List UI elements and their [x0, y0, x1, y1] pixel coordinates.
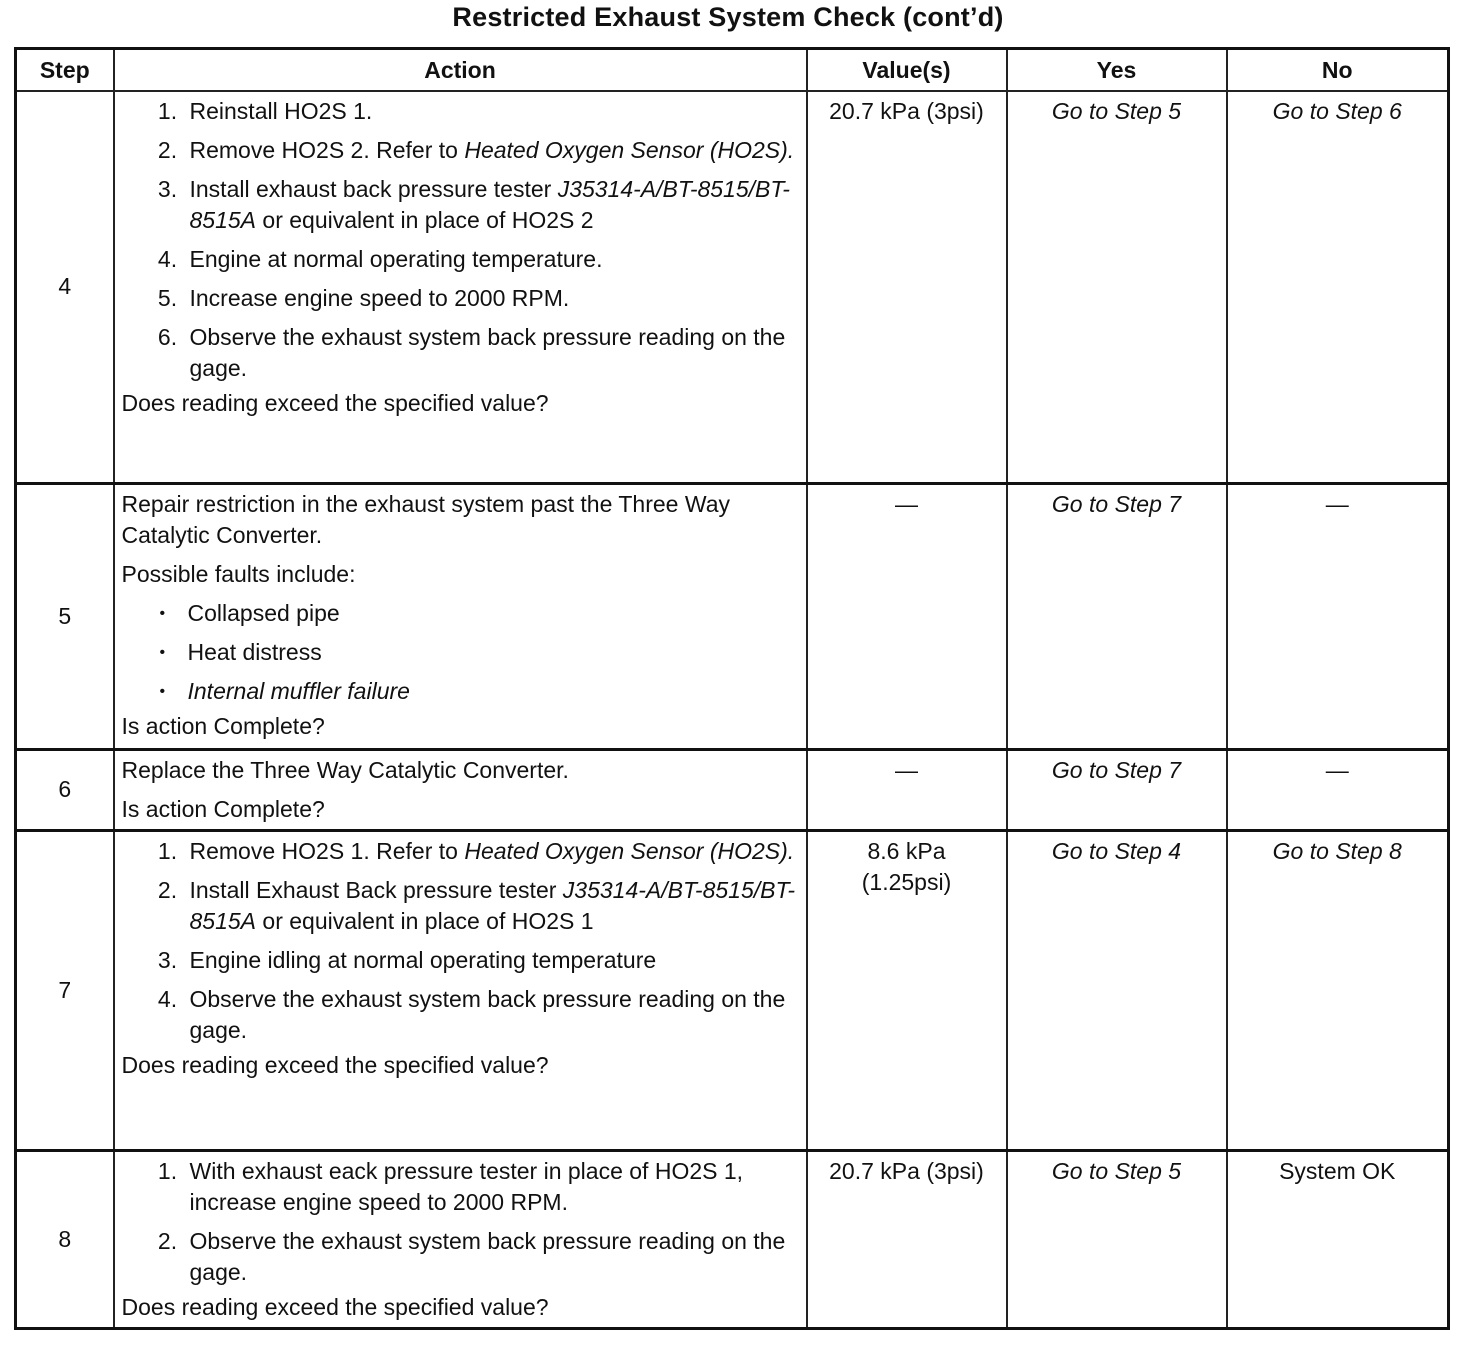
- no-action: Go to Step 6: [1272, 98, 1402, 124]
- list-item: [188, 676, 800, 707]
- item-tail: .: [787, 137, 795, 163]
- list-item: [184, 244, 800, 275]
- yes-cell: [1007, 749, 1227, 830]
- yes-action: Go to Step 5: [1051, 1157, 1182, 1184]
- value-line: 8.6 kPa: [867, 837, 946, 864]
- value-cell: 20.7 kPa (3psi): [807, 1150, 1007, 1328]
- item-text: Internal muffler failure: [187, 677, 410, 704]
- diagnostic-table: [14, 47, 1450, 1330]
- reference-link: Heated Oxygen Sensor (HO2S): [464, 837, 788, 864]
- value-cell: —: [807, 483, 1007, 749]
- action-list: [122, 1156, 800, 1288]
- action-subheading: Possible faults include:: [121, 560, 356, 587]
- list-item: [184, 174, 800, 236]
- item-tail: or equivalent in place of HO2S 1: [256, 907, 594, 934]
- list-item: [184, 96, 800, 127]
- header-yes: Yes: [1007, 49, 1227, 92]
- table-row: [16, 749, 1449, 830]
- item-text: Observe the exhaust system back pressure reading on the gage.: [189, 1227, 786, 1285]
- header-action: Action: [114, 49, 807, 92]
- list-item: • Heat distress: [188, 637, 800, 668]
- action-cell: [114, 830, 807, 1150]
- item-text: Engine at normal operating temperature.: [189, 246, 603, 272]
- item-tail: or equivalent in place of HO2S 2: [256, 207, 594, 233]
- item-text: Observe the exhaust system back pressure reading on the gage.: [189, 324, 786, 381]
- list-item: • Collapsed pipe: [188, 598, 800, 629]
- yes-cell: [1007, 1150, 1227, 1328]
- step-number: 5: [16, 483, 114, 749]
- item-text: Observe the exhaust system back pressure reading on the gage.: [189, 985, 786, 1043]
- item-text: Reinstall HO2S 1.: [189, 98, 373, 124]
- question: Is action Complete?: [121, 795, 325, 822]
- yes-cell: [1007, 91, 1227, 483]
- reference-link: Heated Oxygen Sensor (HO2S): [464, 137, 788, 163]
- list-item: [184, 1156, 800, 1218]
- step-number: 6: [16, 749, 114, 830]
- question: Is action Complete?: [121, 712, 325, 739]
- action-list: [122, 96, 800, 384]
- list-item: [184, 984, 800, 1046]
- value-cell: [807, 830, 1007, 1150]
- action-cell: [114, 483, 807, 749]
- table-row: [16, 91, 1449, 483]
- question: Does reading exceed the specified value?: [121, 390, 549, 416]
- header-row: [16, 49, 1449, 92]
- list-item: [184, 1226, 800, 1288]
- item-text: Engine idling at normal operating temperature: [189, 946, 657, 973]
- item-text: Remove HO2S 2. Refer to: [189, 137, 465, 163]
- header-no: No: [1227, 49, 1449, 92]
- page-title: Restricted Exhaust System Check (cont’d): [452, 2, 1004, 32]
- yes-action: Go to Step 5: [1051, 98, 1182, 124]
- item-text: Increase engine speed to 2000 RPM.: [189, 285, 570, 311]
- action-intro: Replace the Three Way Catalytic Converter.: [121, 756, 569, 783]
- table-row: [16, 830, 1449, 1150]
- table-row: [16, 483, 1449, 749]
- item-text: Install Exhaust Back pressure tester: [189, 876, 563, 903]
- list-item: [184, 836, 800, 867]
- item-text: With exhaust eack pressure tester in place of HO2S 1, increase engine speed to 2000 RPM.: [189, 1157, 744, 1215]
- yes-cell: [1007, 483, 1227, 749]
- list-item: [184, 283, 800, 314]
- list-item: [184, 322, 800, 384]
- value-cell: 20.7 kPa (3psi): [807, 91, 1007, 483]
- action-list: [122, 836, 800, 1046]
- yes-cell: [1007, 830, 1227, 1150]
- no-cell: [1227, 91, 1449, 483]
- question: Does reading exceed the specified value?: [121, 1051, 549, 1078]
- step-number: 4: [16, 91, 114, 483]
- list-item: [184, 945, 800, 976]
- no-action: Go to Step 8: [1272, 837, 1402, 864]
- yes-action: Go to Step 7: [1051, 490, 1182, 517]
- no-cell: —: [1227, 483, 1449, 749]
- header-step: Step: [16, 49, 114, 92]
- action-cell: [114, 91, 807, 483]
- yes-action: Go to Step 7: [1051, 756, 1182, 783]
- step-number: 8: [16, 1150, 114, 1328]
- item-text: Remove HO2S 1. Refer to: [189, 837, 465, 864]
- question: Does reading exceed the specified value?: [121, 1293, 549, 1320]
- no-cell: System OK: [1227, 1150, 1449, 1328]
- action-cell: [114, 749, 807, 830]
- fault-list: [122, 598, 800, 707]
- no-cell: [1227, 830, 1449, 1150]
- list-item: [184, 875, 800, 937]
- value-cell: —: [807, 749, 1007, 830]
- no-cell: —: [1227, 749, 1449, 830]
- tool-reference: J35314-A/BT-8515/BT-8515A: [189, 176, 790, 233]
- step-number: 7: [16, 830, 114, 1150]
- header-values: Value(s): [807, 49, 1007, 92]
- value-line: (1.25psi): [861, 868, 952, 895]
- table-row: [16, 1150, 1449, 1328]
- yes-action: Go to Step 4: [1051, 837, 1182, 864]
- item-text: Install exhaust back pressure tester: [189, 176, 558, 202]
- item-tail: .: [787, 837, 795, 864]
- action-intro: Repair restriction in the exhaust system past the Three Way Catalytic Converter.: [121, 490, 730, 548]
- tool-reference: J35314-A/BT-8515/BT-8515A: [189, 876, 796, 934]
- list-item: [184, 135, 800, 166]
- action-cell: [114, 1150, 807, 1328]
